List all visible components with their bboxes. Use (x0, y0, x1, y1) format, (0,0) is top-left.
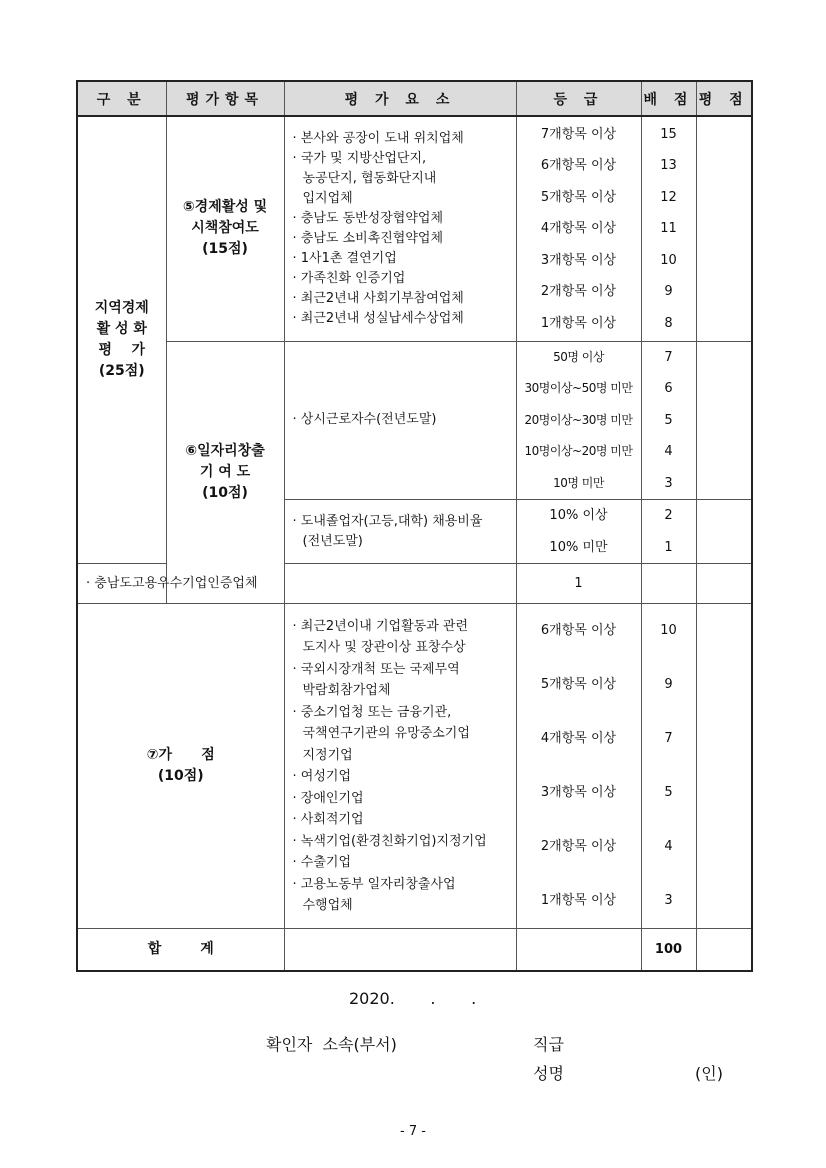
econ-scores: 15 13 12 11 10 9 8 (641, 116, 696, 341)
total-element (284, 929, 516, 971)
jobs-grad-element: · 도내졸업자(고등,대학) 채용비율 (전년도말) (284, 500, 516, 564)
jobs-cert-element: · 충남도고용우수기업인증업체 (77, 564, 166, 604)
seal-mark: (인) (695, 1064, 723, 1083)
header-category: 구 분 (77, 81, 166, 116)
jobs-workers-scores: 7 6 5 4 3 (641, 341, 696, 500)
bonus-elements: · 최근2년이내 기업활동과 관련 도지사 및 장관이상 표창수상 · 국외시장개척 또는 국제무역 박람회참가업체 · 중소기업청 또는 금융기관, 국책연구기관의 유망중소기업 지정기업 · 여성기업 · 장애인기업 · 사회적기업 · 녹색기업(환경친화기업)지정기업 · 수출기업 · 고용노동부 일자리창출사업 수행업체 (284, 604, 516, 929)
header-row (77, 81, 752, 116)
jobs-cert-grade (284, 564, 516, 604)
jobs-grad-rating (696, 500, 752, 564)
jobs-item: ⑥일자리창출 기 여 도 (10점) (166, 341, 284, 604)
jobs-workers-row (77, 341, 752, 500)
jobs-grad-scores: 2 1 (641, 500, 696, 564)
page-number: - 7 - (400, 1124, 426, 1139)
total-score: 100 (641, 929, 696, 971)
jobs-workers-element: · 상시근로자수(전년도말) (284, 341, 516, 500)
bonus-rating (696, 604, 752, 929)
jobs-cert-score: 1 (516, 564, 641, 604)
evaluation-table (76, 80, 753, 972)
header-rating: 평 점 (696, 81, 752, 116)
region-category: 지역경제 활 성 화 평 가 (25점) (77, 116, 166, 564)
econ-item: ⑤경제활성 및 시책참여도 (15점) (166, 116, 284, 341)
jobs-workers-rating (696, 341, 752, 500)
confirmer-name: 성명 (533, 1064, 564, 1083)
econ-elements: · 본사와 공장이 도내 위치업체 · 국가 및 지방산업단지, 농공단지, 협동화단지내 입지업체 · 충남도 동반성장협약업체 · 충남도 소비촉진협약업체 · 1사1촌 결연기업 · 가족친화 인증기업 · 최근2년내 사회기부참여업체 · 최근2년내 성실납세수상업체 (284, 116, 516, 341)
header-score: 배 점 (641, 81, 696, 116)
header-element: 평 가 요 소 (284, 81, 516, 116)
econ-grades: 7개항목 이상 6개항목 이상 5개항목 이상 4개항목 이상 3개항목 이상 2개항목 이상 1개항목 이상 (516, 116, 641, 341)
total-row (77, 929, 752, 971)
total-label: 합 계 (77, 929, 284, 971)
header-grade: 등 급 (516, 81, 641, 116)
bonus-grades: 6개항목 이상 5개항목 이상 4개항목 이상 3개항목 이상 2개항목 이상 1개항목 이상 (516, 604, 641, 929)
jobs-workers-grades: 50명 이상 30명이상~50명 미만 20명이상~30명 미만 10명이상~20명 미만 10명 미만 (516, 341, 641, 500)
signature-date: 2020. . . (349, 989, 477, 1008)
total-grade (516, 929, 641, 971)
bonus-row (77, 604, 752, 929)
header-item: 평가항목 (166, 81, 284, 116)
total-rating (696, 929, 752, 971)
bonus-category: ⑦가 점 (10점) (77, 604, 284, 929)
confirmer-dept: 확인자 소속(부서) (266, 1035, 397, 1054)
jobs-cert-rating (641, 564, 696, 604)
jobs-grad-grades: 10% 이상 10% 미만 (516, 500, 641, 564)
econ-rating (696, 116, 752, 341)
bonus-scores: 10 9 7 5 4 3 (641, 604, 696, 929)
econ-row (77, 116, 752, 341)
confirmer-rank: 직급 (533, 1035, 564, 1054)
